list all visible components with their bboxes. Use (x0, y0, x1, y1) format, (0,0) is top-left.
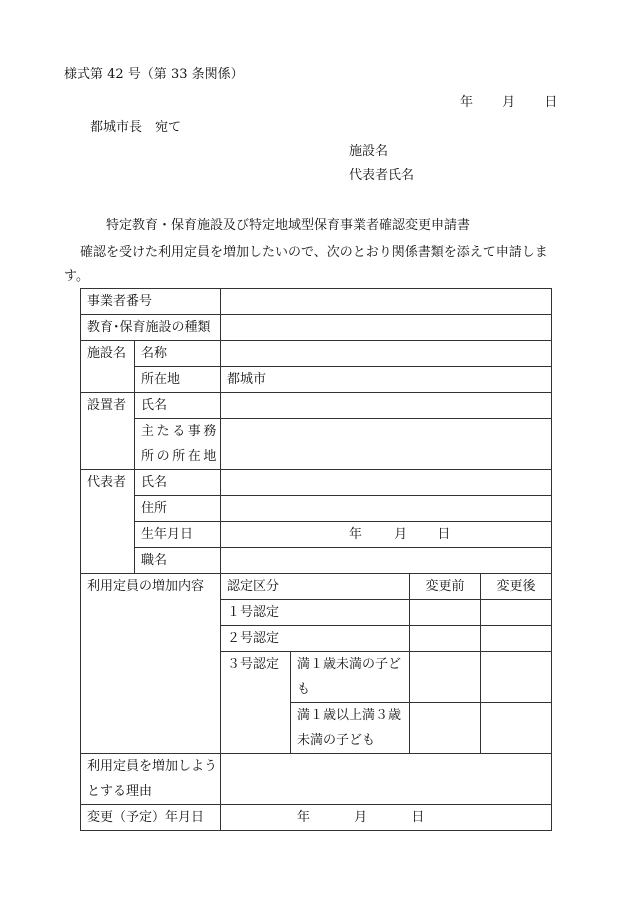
establisher-name-value[interactable] (221, 393, 552, 419)
cert3-sub2-before[interactable] (410, 703, 481, 754)
table-row (81, 574, 552, 600)
facility-name-group-label: 施設名 (81, 341, 135, 393)
cert3-sub1-label: 満１歳未満の子ども (291, 652, 410, 703)
cert2-after[interactable] (481, 626, 552, 652)
table-row (81, 754, 552, 805)
main-office-label: 主たる事務所の所在地 (135, 419, 221, 470)
rep-address-label: 住所 (135, 496, 221, 522)
change-date-value[interactable] (221, 805, 552, 831)
cert3-sub1-before[interactable] (410, 652, 481, 703)
capacity-increase-label: 利用定員の増加内容 (81, 574, 221, 754)
application-table (80, 288, 552, 831)
table-row (81, 289, 552, 315)
business-number-value[interactable] (221, 289, 552, 315)
rep-birthdate-label: 生年月日 (135, 522, 221, 548)
table-row (81, 470, 552, 496)
cert1-after[interactable] (481, 600, 552, 626)
before-change-header: 変更前 (410, 574, 481, 600)
rep-name-label: 氏名 (135, 470, 221, 496)
table-row (81, 315, 552, 341)
table-row (81, 496, 552, 522)
table-row (81, 805, 552, 831)
change-date-label: 変更（予定）年月日 (81, 805, 221, 831)
rep-birthdate-value[interactable] (221, 522, 552, 548)
establisher-name-label: 氏名 (135, 393, 221, 419)
addressee: 都城市長 宛て (90, 120, 182, 135)
after-change-header: 変更後 (481, 574, 552, 600)
facility-name-label: 名称 (135, 341, 221, 367)
rep-birth-year: 年 (349, 527, 363, 542)
facility-name-value[interactable] (221, 341, 552, 367)
business-number-label: 事業者番号 (81, 289, 221, 315)
rep-position-value[interactable] (221, 548, 552, 574)
table-row (81, 393, 552, 419)
facility-type-value[interactable] (221, 315, 552, 341)
rep-name-value[interactable] (221, 470, 552, 496)
body-text-line2: す。 (64, 269, 89, 284)
facility-name-label: 施設名 (349, 144, 389, 159)
table-row (81, 548, 552, 574)
reason-label: 利用定員を増加しようとする理由 (81, 754, 221, 805)
rep-birth-month: 月 (394, 527, 408, 542)
cert3-sub1-after[interactable] (481, 652, 552, 703)
rep-birth-day: 日 (437, 527, 451, 542)
document-title: 特定教育・保育施設及び特定地域型保育事業者確認変更申請書 (106, 218, 471, 233)
application-date (460, 96, 557, 109)
cert1-label: １号認定 (221, 600, 410, 626)
rep-position-label: 職名 (135, 548, 221, 574)
cert2-label: ２号認定 (221, 626, 410, 652)
reason-value[interactable] (221, 754, 552, 805)
facility-location-value[interactable]: 都城市 (221, 367, 552, 393)
cert3-sub2-after[interactable] (481, 703, 552, 754)
main-office-value[interactable] (221, 419, 552, 470)
body-text-line1: 確認を受けた利用定員を増加したいので、次のとおり関係書類を添えて申請しま (80, 245, 548, 260)
change-month: 月 (354, 810, 368, 825)
change-year: 年 (297, 810, 311, 825)
date-day: 日 (544, 95, 558, 110)
facility-type-label: 教育･保育施設の種類 (81, 315, 221, 341)
change-day: 日 (411, 810, 425, 825)
cert3-label: ３号認定 (221, 652, 291, 754)
representative-name-label: 代表者氏名 (349, 168, 415, 183)
facility-location-label: 所在地 (135, 367, 221, 393)
table-row (81, 522, 552, 548)
establisher-group-label: 設置者 (81, 393, 135, 470)
form-number: 様式第 42 号（第 33 条関係） (64, 67, 244, 82)
table-row (81, 419, 552, 470)
rep-address-value[interactable] (221, 496, 552, 522)
cert1-before[interactable] (410, 600, 481, 626)
cert2-before[interactable] (410, 626, 481, 652)
table-row (81, 367, 552, 393)
date-year: 年 (460, 95, 474, 110)
cert-category-header: 認定区分 (221, 574, 410, 600)
cert3-sub2-label: 満１歳以上満３歳未満の子ども (291, 703, 410, 754)
table-row (81, 341, 552, 367)
representative-group-label: 代表者 (81, 470, 135, 574)
date-month: 月 (502, 95, 516, 110)
